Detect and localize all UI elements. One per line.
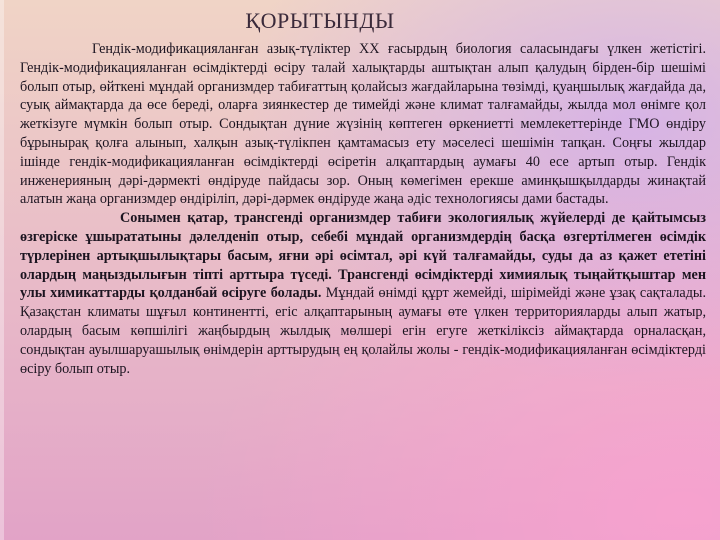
- paragraph-gmo-benefits: Гендік-модификацияланған азық-түліктер ХХ ғасырдың биология саласындағы үлкен жетістігі. Гендік-модификацияланған өсімдіктерді өсіру талай халықтарды аштықтан алып қалудың бірден-бір шешімі болып отыр, өйткені мұндай организмдер табиғаттың қолайсыз жағдайларына төзімді, қуаңшылық жағдайда да, суық аймақтарда да өсе береді, оларға зиянкестер де тимейді және климат талғамайды, жылда мол өнімге қол жеткізуге мүмкін болып отыр. Сондықтан дүние жүзінің көптеген өркениетті мемлекеттерінде ГМО өндіру бұрынырақ қолға алынып, халқын азық-түлікпен қамтамасыз ету мәселесі шешімін тапқан. Соңғы жылдар ішінде гендік-модификацияланған өсімдіктерді өсіретін алқаптардың аумағы 40 есе артып отыр. Гендік инженерияның дәрі-дәрмекті өндіруде пайдасы зор. Оның көмегімен ерекше аминқышқылдарды жинақтай алатын жаңа организмдер өндіріліп, дәрі-дәрмек өндіруде жаңа әдіс технологиясы дами бастады.: [20, 41, 706, 208]
- slide-body: [20, 40, 706, 378]
- paragraph-gmo-risks-bold: Сонымен қатар, трансгенді организмдер табиғи экологиялық жүйелерді де қайтымсыз өзгеріске ұшырататыны дәлелденіп отыр, себебі мұндай организмдердің басқа өзгертілмеген өсімдік түрлерінен артықшылықтары басым, яғни әрі өсімтал, әрі күй талғамайды, суды да аз қажет ететіні олардың маңыздылығын тіпті арттыра түседі. Трансгенді өсімдіктерді химиялық тыңайтқыштар мен улы химикаттарды қолданбай өсіруге болады.: [20, 210, 706, 302]
- slide-title: ҚОРЫТЫНДЫ: [245, 8, 395, 33]
- paragraph-gmo-risks-regular: Мұндай өнімді құрт жемейді, шірімейді және ұзақ сақталады. Қазақстан климаты шұғыл континентті, егіс алқаптарының аумағы өте үлкен территорияларды алып жатыр, олардың басым көпшілігі жаңбырдың жылдық мөлшері егін егуге жеткіліксіз аймақтарда орналасқан, сондықтан ауылшаруашылық өнімдерін арттырудың ең қолайлы жолы - гендік-модификацияланған өсімдіктерді өсіру болып отыр.: [20, 285, 706, 377]
- paragraph-gmo-risks: [20, 209, 706, 378]
